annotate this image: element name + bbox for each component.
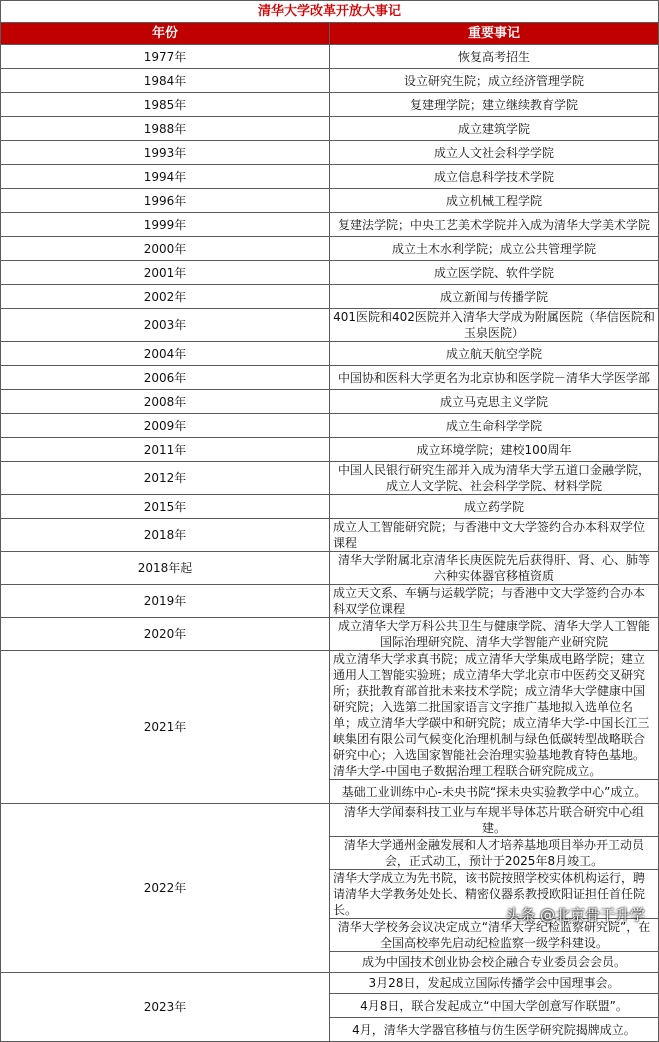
year-cell: 2022年 — [1, 804, 330, 973]
table-row — [1, 93, 659, 117]
event-cell: 成立天文系、车辆与运载学院；与香港中文大学签约合办本科双学位课程 — [330, 585, 659, 618]
event-header: 重要事记 — [330, 23, 659, 45]
year-cell: 2003年 — [1, 309, 330, 342]
year-cell: 1988年 — [1, 117, 330, 141]
table-row — [1, 309, 659, 342]
table-row — [1, 519, 659, 552]
table-row — [1, 973, 659, 994]
year-cell: 2012年 — [1, 462, 330, 495]
event-cell: 清华大学闻泰科技工业与车规半导体芯片联合研究中心组建。 — [330, 804, 659, 837]
event-cell: 清华大学成立为先书院，该书院按照学校实体机构运行，聘请清华大学教务处处长、精密仪器系教授欧阳证担任首任院长。 — [330, 870, 659, 919]
event-cell: 4月8日，联合发起成立“中国大学创意写作联盟”。 — [330, 994, 659, 1018]
event-cell: 成立建筑学院 — [330, 117, 659, 141]
event-cell: 4月，清华大学器官移植与仿生医学研究院揭牌成立。 — [330, 1018, 659, 1042]
table-row — [1, 213, 659, 237]
year-cell: 2004年 — [1, 342, 330, 366]
header-row — [1, 23, 659, 45]
year-cell: 1984年 — [1, 69, 330, 93]
event-cell: 成立人工智能研究院；与香港中文大学签约合办本科双学位课程 — [330, 519, 659, 552]
year-cell: 2018年起 — [1, 552, 330, 585]
year-cell: 2001年 — [1, 261, 330, 285]
event-cell: 成立人文社会科学学院 — [330, 141, 659, 165]
event-cell: 复建法学院；中央工艺美术学院并入成为清华大学美术学院 — [330, 213, 659, 237]
year-cell: 2015年 — [1, 495, 330, 519]
table-row — [1, 552, 659, 585]
year-cell: 2023年 — [1, 973, 330, 1042]
table-row — [1, 462, 659, 495]
event-cell: 成立新闻与传播学院 — [330, 285, 659, 309]
year-cell: 2018年 — [1, 519, 330, 552]
table-row — [1, 261, 659, 285]
year-header: 年份 — [1, 23, 330, 45]
table-row — [1, 165, 659, 189]
table-row — [1, 438, 659, 462]
table-title: 清华大学改革开放大事记 — [1, 1, 659, 23]
year-cell: 1996年 — [1, 189, 330, 213]
event-cell: 成立机械工程学院 — [330, 189, 659, 213]
table-row — [1, 804, 659, 837]
table-row — [1, 69, 659, 93]
event-cell: 401医院和402医院并入清华大学成为附属医院（华信医院和玉泉医院） — [330, 309, 659, 342]
event-cell: 基础工业训练中心-未央书院“探未央实验教学中心”成立。 — [330, 780, 659, 804]
event-cell: 恢复高考招生 — [330, 45, 659, 69]
event-cell: 中国协和医科大学更名为北京协和医学院－清华大学医学部 — [330, 366, 659, 390]
event-cell: 成立清华大学求真书院；成立清华大学集成电路学院；建立通用人工智能实验班；成立清华大学北京市中医药交叉研究所；获批教育部首批未来技术学院；成立清华大学健康中国研究院；入选第二批国家语言文字推广基地拟入选单位名单；成立清华大学碳中和研究院；成立清华大学-中国长江三峡集团有限公司气候变化治理机制与绿色低碳转型战略联合研究中心；入选国家智能社会治理实验基地教育特色基地。清华大学-中国电子数据治理工程联合研究院成立。 — [330, 651, 659, 780]
table-row — [1, 237, 659, 261]
table-row — [1, 141, 659, 165]
event-cell: 成立土木水利学院；成立公共管理学院 — [330, 237, 659, 261]
year-cell: 2019年 — [1, 585, 330, 618]
table-row — [1, 342, 659, 366]
event-cell: 成立环境学院；建校100周年 — [330, 438, 659, 462]
year-cell: 1993年 — [1, 141, 330, 165]
table-row — [1, 651, 659, 780]
event-cell: 成为中国技术创业协会校企融合专业委员会会员。 — [330, 952, 659, 973]
table-row — [1, 285, 659, 309]
year-cell: 2002年 — [1, 285, 330, 309]
table-row — [1, 495, 659, 519]
year-cell: 2021年 — [1, 651, 330, 804]
rows-body — [1, 45, 659, 651]
table-row — [1, 390, 659, 414]
year-cell: 1999年 — [1, 213, 330, 237]
table-row — [1, 585, 659, 618]
event-cell: 复建理学院；建立继续教育学院 — [330, 93, 659, 117]
table-row — [1, 117, 659, 141]
year-cell: 2000年 — [1, 237, 330, 261]
table-row — [1, 366, 659, 390]
event-cell: 成立生命科学学院 — [330, 414, 659, 438]
event-cell: 成立信息科学技术学院 — [330, 165, 659, 189]
event-cell: 成立医学院、软件学院 — [330, 261, 659, 285]
year-cell: 2008年 — [1, 390, 330, 414]
rows-2023 — [1, 973, 659, 1042]
table-row — [1, 414, 659, 438]
event-cell: 成立清华大学万科公共卫生与健康学院、清华大学人工智能国际治理研究院、清华大学智能产业研究院 — [330, 618, 659, 651]
watermark: 头条 @北京骨干升学 — [505, 906, 645, 924]
event-cell: 成立药学院 — [330, 495, 659, 519]
year-cell: 1985年 — [1, 93, 330, 117]
event-cell: 中国人民银行研究生部并入成为清华大学五道口金融学院，成立人文学院、社会科学学院、材料学院 — [330, 462, 659, 495]
year-cell: 1977年 — [1, 45, 330, 69]
rows-2022 — [1, 804, 659, 973]
table-row — [1, 618, 659, 651]
event-cell: 成立航天航空学院 — [330, 342, 659, 366]
event-cell: 清华大学通州金融发展和人才培养基地项目举办开工动员会，正式动工，预计于2025年8月竣工。 — [330, 837, 659, 870]
year-cell: 1994年 — [1, 165, 330, 189]
event-cell: 成立马克思主义学院 — [330, 390, 659, 414]
event-cell: 清华大学校务会议决定成立“清华大学纪检监察研究院”，在全国高校率先启动纪检监察一级学科建设。 — [330, 919, 659, 952]
year-cell: 2020年 — [1, 618, 330, 651]
title-row — [1, 1, 659, 23]
rows-2021 — [1, 651, 659, 804]
year-cell: 2009年 — [1, 414, 330, 438]
table-row — [1, 45, 659, 69]
table-row — [1, 189, 659, 213]
year-cell: 2006年 — [1, 366, 330, 390]
event-cell: 3月28日，发起成立国际传播学会中国理事会。 — [330, 973, 659, 994]
year-cell: 2011年 — [1, 438, 330, 462]
event-cell: 设立研究生院；成立经济管理学院 — [330, 69, 659, 93]
event-cell: 清华大学附属北京清华长庚医院先后获得肝、肾、心、肺等六种实体器官移植资质 — [330, 552, 659, 585]
